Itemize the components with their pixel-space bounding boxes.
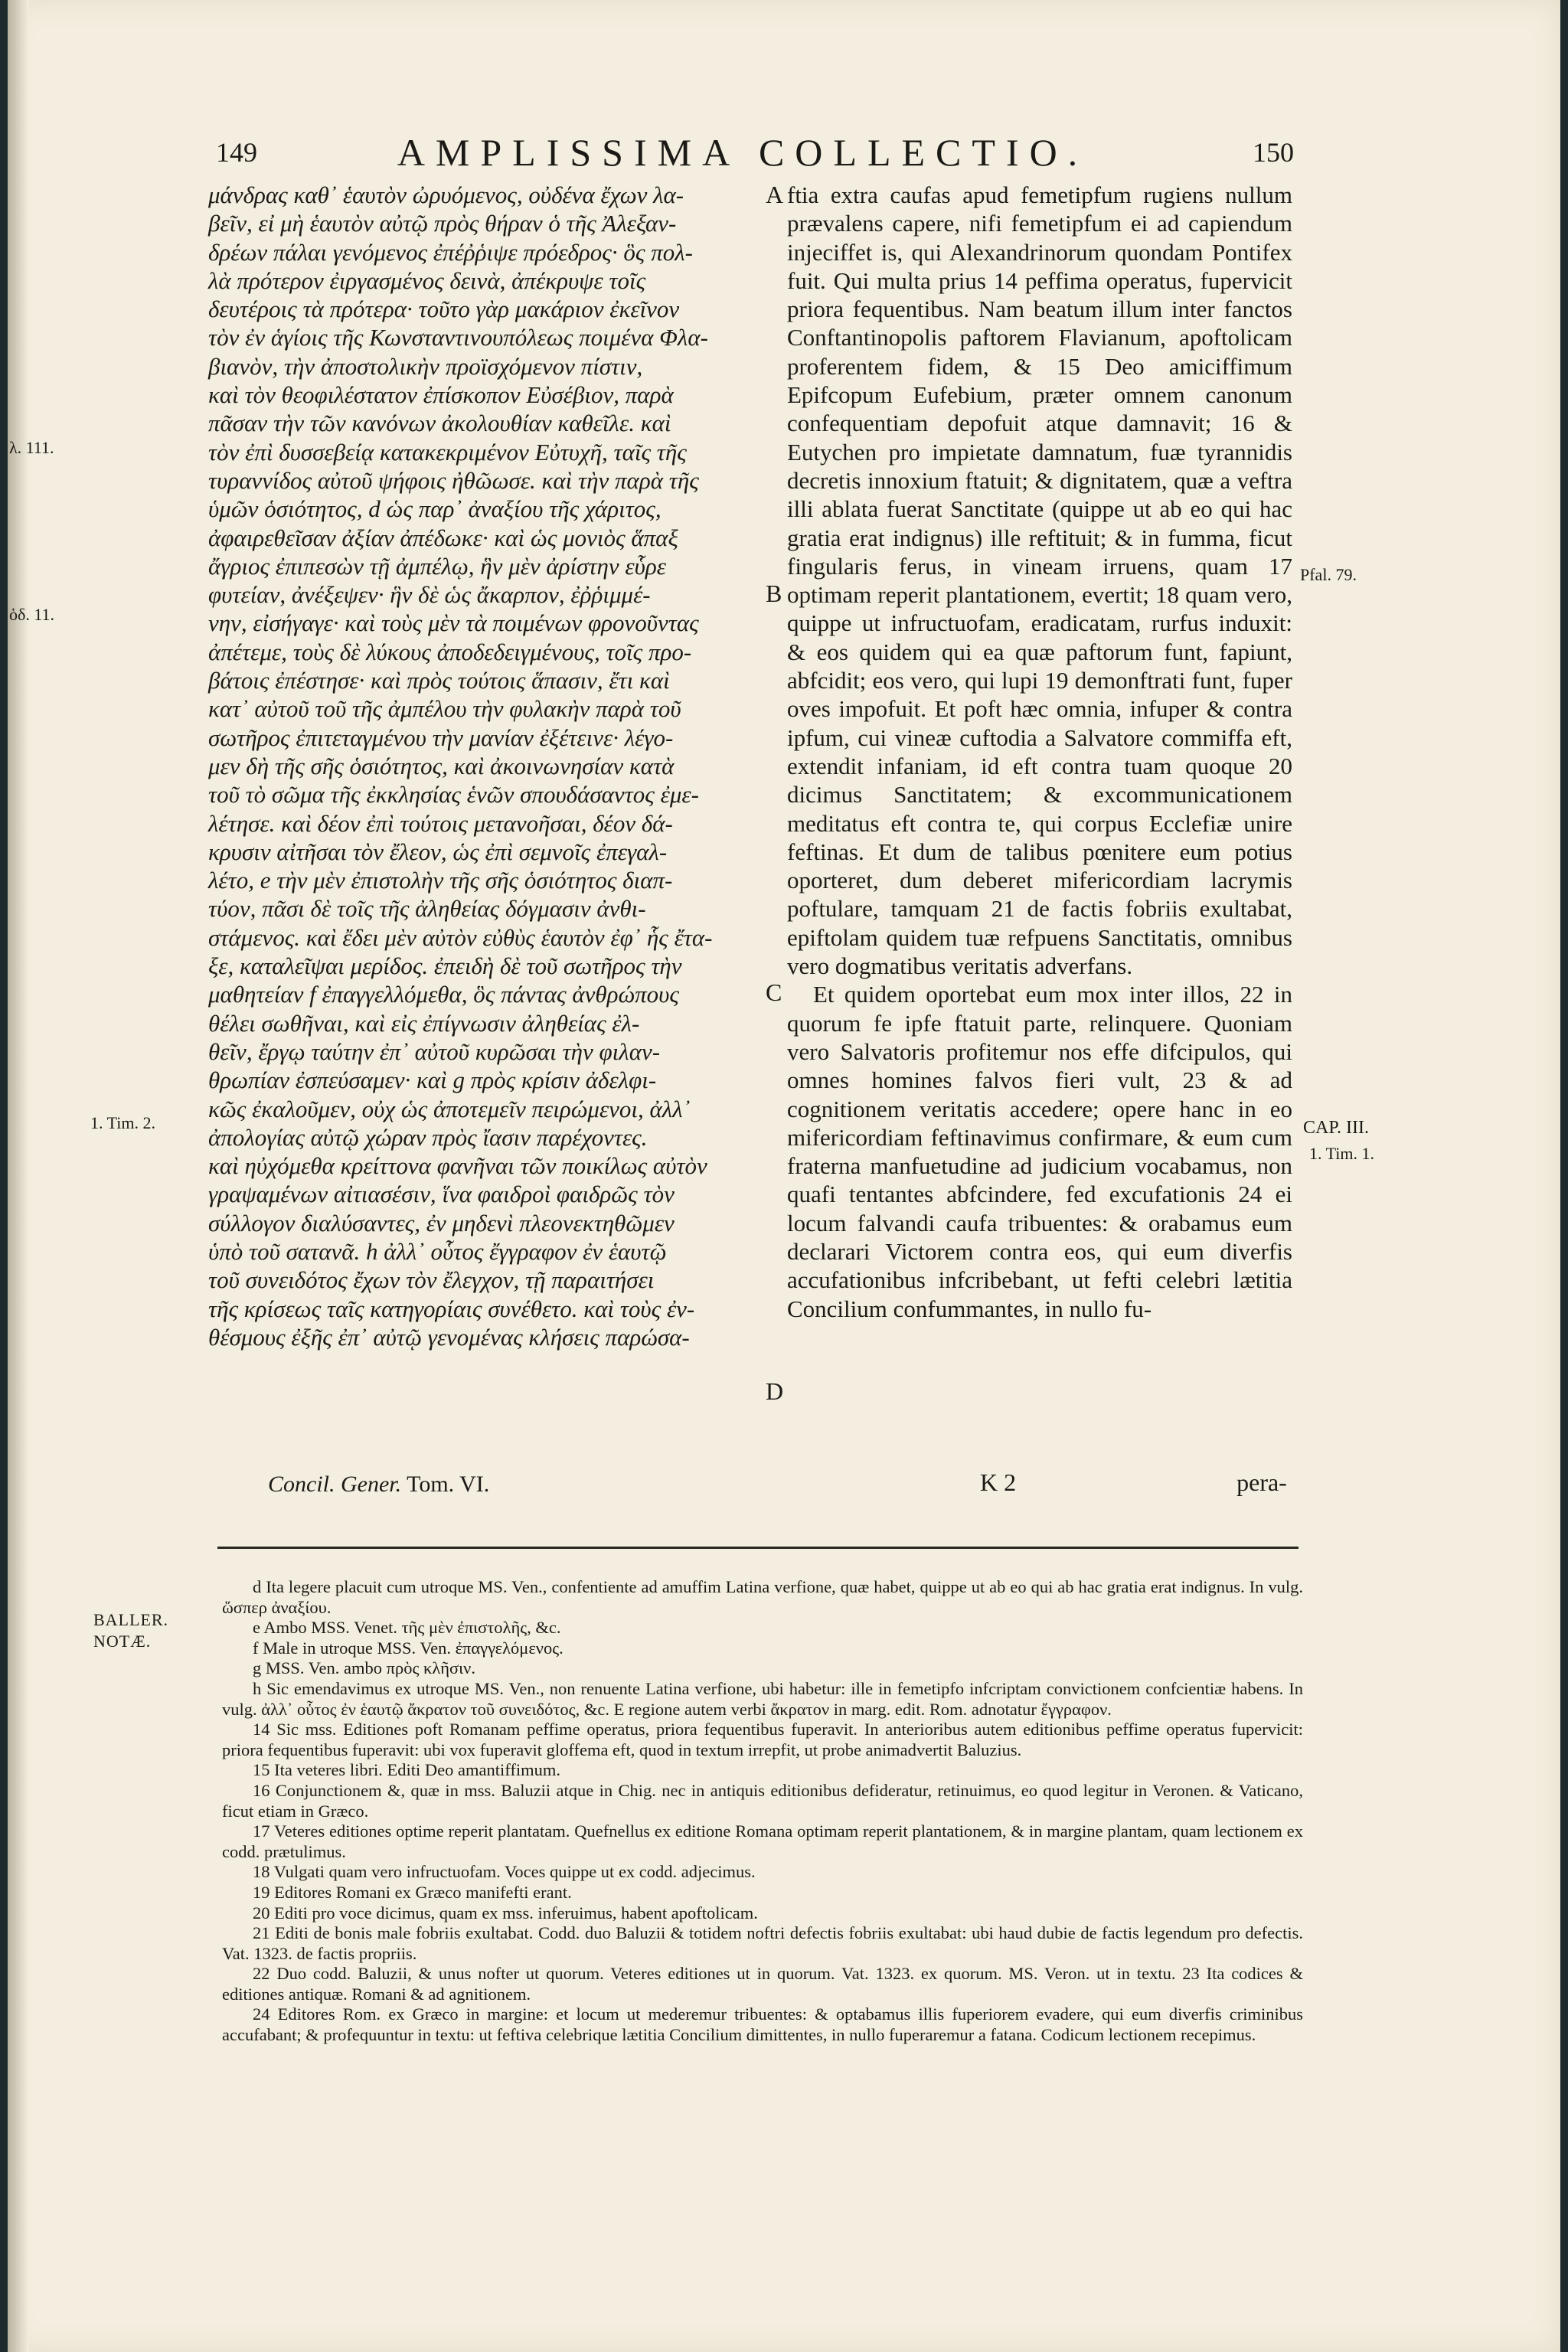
footnote: 16 Conjunctionem &, quæ in mss. Baluzii atque in Chig. nec in antiquis editionibus defideratur, retinuimus, eo quod legitur in Veronen. & Vaticano, ficut etiam in Græco. [222,1780,1303,1821]
greek-line: μάνδρας καθ᾿ ἑαυτὸν ὠρυόμενος, οὐδένα ἔχων λα- [208,181,684,208]
page-header [207,130,1294,176]
page-footer-right [980,1468,1287,1497]
footnote: h Sic emendavimus ex utroque MS. Ven., non renuente Latina verfione, ubi habetur: ille in femetipfo infcriptam convictionem confcientiæ habens. In vulg. ἀλλ᾿ οὗτος ἐν ἑαυτῷ ἄκρατον τοῦ συνειδότος, &c. E regione autem verbi ἄκρατον in marg. edit. Rom. adnotatur ἔγγραφον. [222,1678,1303,1719]
greek-line: γραψαμένων αἰτιασέσιν, ἵνα φαιδροὶ φαιδρῶς τὸν [208,1181,675,1208]
signature-mark: K 2 [980,1468,1017,1496]
margin-note-right: 1. Tim. 1. [1309,1144,1374,1163]
notes-divider [217,1547,1298,1549]
section-letter-c: C [766,978,782,1006]
greek-line: τοῦ τὸ σῶμα τῆς ἐκκλησίας ἑνῶν σπουδάσαντος ἐμε- [208,781,699,808]
footnote: f Male in utroque MSS. Ven. ἐπαγγελόμενος. [253,1638,564,1658]
greek-line: λέτησε. καὶ δέον ἐπὶ τούτοις μετανοῆσαι, δέον δά- [208,809,673,837]
greek-line: σύλλογον διαλύσαντες, ἐν μηδενὶ πλεονεκτηθῶμεν [208,1209,675,1236]
footnote: g MSS. Ven. ambo πρὸς κλῆσιν. [253,1658,475,1678]
footnote: d Ita legere placuit cum utroque MS. Ven., confentiente ad amuffim Latina verfione, quæ habet, quippe ut ab eo qui ab hac gratia erat indignus. In vulg. ὥσπερ ἀναξίου. [222,1577,1303,1617]
greek-line: θρωπίαν ἐσπεύσαμεν· καὶ g πρὸς κρίσιν ἀδελφι- [208,1067,657,1094]
running-title: AMPLISSIMA COLLECTIO. [397,131,1089,174]
page-number-left: 149 [216,137,257,168]
footnote: 17 Veteres editiones optime reperit plantatam. Quefnellus ex editione Romana optimam reperit plantationem, & in margine plantam, quam lectionem ex codd. prætulimus. [222,1821,1303,1861]
greek-line: ὑμῶν ὁσιότητος, d ὡς παρ᾿ ἀναξίου τῆς χάριτος, [208,495,662,523]
greek-line: κατ᾿ αὐτοῦ τοῦ τῆς ἀμπέλου τὴν φυλακὴν παρὰ τοῦ [208,695,681,723]
greek-line: φυτείαν, ἀνέξεψεν· ἣν δὲ ὡς ἄκαρπον, ἐῤῥιμμέ- [208,581,651,609]
latin-paragraph: ftia extra caufas apud femetipfum rugiens nullum prævalens capere, nifi femetipfum ei ad capiendum injeciffet is, qui Alexandrinorum quondam Pontifex fuit. Qui multa prius 14 peffima operatus, fupervicit priora fequentibus. Nam beatum illum inter fanctos Conftantinopolis paftorem Flavianum, apoftolicam proferentem fidem, & 15 Deo amiciffimum Epifcopum Eufebium, præter omnem canonum confequentiam depofuit atque damnavit; 16 & Eutychen pro impietate damnatum, fuæ tyrannidis decretis innoxium ftatuit; & dignitatem, quæ a veftra illi ablata fuerat Sanctitate (quippe ut ab eo qui hac gratia erat indignus) ille reftituit; & in fumma, ficut fingularis ferus, in vineam irruens, quam 17 optimam reperit plantationem, evertit; 18 quam vero, quippe ut infructuofam, eradicatam, rurfus induxit: & eos quidem qui ea quæ paftorum funt, fapiunt, abfcidit; eos vero, qui lupi 19 demonftrati funt, fuper oves impofuit. Et poft hæc omnia, infuper & contra ipfum, cui vineæ cuftodia a Salvatore commiffa eft, extendit infaniam, id eft contra tuam quoque 20 dicimus Sanctitatem; & excommunicationem meditatus eft contra te, qui corpus Ecclefiæ unire feftinas. Et dum de talibus pœnitere eum potius oporteret, dum deberet mifericordiam lacrymis poftulare, tamquam 21 de factis fobriis exultabat, epiftolam quidem tuæ refpuens Sanctitatis, omnibus vero dogmatibus veritatis adverfans. [787,181,1292,980]
notes-label-line: NOTÆ. [93,1632,152,1651]
greek-line: λέτο, e τὴν μὲν ἐπιστολὴν τῆς σῆς ὁσιότητος διαπ- [208,867,673,894]
margin-note-left: ὁδ. 11. [9,605,55,624]
footnote: 20 Editi pro voce dicimus, quam ex mss. inferuimus, habent apoftolicam. [253,1903,758,1922]
greek-line: ξε, καταλεῖψαι μερίδος. ἐπειδὴ δὲ τοῦ σωτῆρος τὴν [208,952,682,980]
margin-note-left: λ. 111. [9,438,54,457]
page-number-right: 150 [1253,137,1294,168]
notes-label-line: BALLER. [93,1610,169,1629]
greek-line: δευτέροις τὰ πρότερα· τοῦτο γὰρ μακάριον ἐκεῖνον [208,296,680,323]
footnote: 18 Vulgati quam vero infructuofam. Voces quippe ut ex codd. adjecimus. [253,1862,756,1882]
greek-line: τὸν ἐπὶ δυσσεβείᾳ κατακεκριμένον Εὐτυχῆ, ταῖς τῆς [208,438,687,466]
volume-label: Tom. VI. [407,1472,490,1497]
greek-line: ὑπὸ τοῦ σατανᾶ. h ἀλλ᾿ οὗτος ἔγγραφον ἐν ἑαυτῷ [208,1237,667,1265]
greek-text-column [208,181,764,1351]
greek-line: μαθητείαν f ἐπαγγελλόμεθα, ὃς πάντας ἀνθρώπους [208,981,679,1008]
footnote: 21 Editi de bonis male fobriis exultabat. Codd. duo Baluzii & totidem noftri defectis fobriis exultabat: ubi haud dubie de factis legendum pro defectis. Vat. 1323. de factis propriis. [222,1923,1303,1963]
greek-line: ἀφαιρεθεῖσαν ἀξίαν ἀπέδωκε· καὶ ὡς μονιὸς ἅπαξ [208,524,678,551]
greek-line: τύον, πᾶσι δὲ τοῖς τῆς ἀληθείας δόγμασιν ἀνθι- [208,895,646,923]
greek-line: θεῖν, ἔργῳ ταύτην ἐπ᾿ αὐτοῦ κυρῶσαι τὴν φιλαν- [208,1037,661,1065]
greek-line: τὸν ἐν ἁγίοις τῆς Κωνσταντινουπόλεως ποιμένα Φλα- [208,324,708,351]
greek-line: κῶς ἐκαλοῦμεν, οὐχ ὡς ἀποτεμεῖν πειρώμενοι, ἀλλ᾿ [208,1095,691,1122]
footnote: e Ambo MSS. Venet. τῆς μὲν ἐπιστολῆς, &c. [253,1618,561,1638]
section-letter-a: A [766,181,784,208]
source-citation [268,1472,489,1498]
footnote: 22 Duo codd. Baluzii, & unus nofter ut quorum. Veteres editiones ut in quorum. Vat. 1323. ex quorum. MS. Veron. ut in textu. 23 Ita codices & editiones antiquæ. Romani & ad agnitionem. [222,1964,1303,2004]
notes-label [93,1609,168,1652]
section-letter-b: B [766,580,782,607]
greek-line: τυραννίδος αὐτοῦ ψήφοις ἠθῶωσε. καὶ τὴν παρὰ τῆς [208,466,699,494]
greek-line: καὶ ηὐχόμεθα κρείττονα φανῆναι τῶν ποικίλως αὐτὸν [208,1152,707,1180]
greek-line: τῆς κρίσεως ταῖς κατηγορίαις συνέθετο. καὶ τοὺς ἐν- [208,1295,695,1322]
greek-line: βάτοις ἐπέστησε· καὶ πρὸς τούτοις ἅπασιν, ἔτι καὶ [208,667,670,694]
greek-line: μεν δὴ τῆς σῆς ὁσιότητος, καὶ ἀκοινωνησίαν κατὰ [208,752,675,779]
footnote: 19 Editores Romani ex Græco manifefti erant. [253,1882,572,1902]
greek-line: ἀπέτεμε, τοὺς δὲ λύκους ἀποδεδειγμένους, τοῖς προ- [208,638,692,665]
greek-line: θέλει σωθῆναι, καὶ εἰς ἐπίγνωσιν ἀληθείας ἐλ- [208,1009,640,1037]
latin-text-column [787,181,1292,1323]
catchword: pera- [1236,1468,1287,1496]
greek-line: θέσμους ἐξῆς ἐπ᾿ αὐτῷ γενομένας κλήσεις παρώσα- [208,1323,690,1351]
greek-line: σωτῆρος ἐπιτεταγμένου τὴν μανίαν ἐξέτεινε· λέγο- [208,724,674,751]
footnotes [222,1577,1303,2046]
greek-line: πᾶσαν τὴν τῶν κανόνων ἀκολουθίαν καθεῖλε. καὶ [208,410,671,437]
section-letter-d: D [766,1377,784,1405]
footnote: 14 Sic mss. Editiones poft Romanam peffime operatus, priora fequentibus fuperavit. In anterioribus autem editionibus peffime operatus fupervicit: priora fequentibus fuperavit: ubi vox fuperavit gloffema eft, quod in textum irrepfit, ut probe animadvertit Baluzius. [222,1720,1303,1759]
greek-line: καὶ τὸν θεοφιλέστατον ἐπίσκοπον Εὐσέβιον, παρὰ [208,381,674,409]
source-title: Concil. Gener. [268,1472,402,1497]
footnote: 15 Ita veteres libri. Editi Deo amantiffimum. [253,1760,560,1780]
greek-line: δρέων πάλαι γενόμενος ἐπέῤῥιψε πρόεδρος· ὃς πολ- [208,238,693,266]
latin-paragraph: Et quidem oportebat eum mox inter illos, 22 in quorum fe ipfe ftatuit parte, relinquere. Quoniam vero Salvatoris profitemur nos effe difcipulos, qui omnes homines falvos fieri vult, 23 & ad cognitionem veritatis accedere; opere hanc in eo mifericordiam feftinavimus confirmare, & eum cum fraterna manfuetudine ad judicium vocabamus, non quafi tentantes abfcindere, fed excufationis 24 ei locum falvandi caufa tribuentes: & orabamus eum declarari Victorem contra eos, qui eum diverfis accufationibus infcribebant, ut fefti celebri lætitia Concilium confummantes, in nullo fu- [787,981,1292,1322]
greek-line: τοῦ συνειδότος ἔχων τὸν ἔλεγχον, τῇ παραιτήσει [208,1266,655,1294]
greek-line: νην, εἰσήγαγε· καὶ τοὺς μὲν τὰ ποιμένων φρονοῦντας [208,609,699,637]
greek-line: κρυσιν αἰτῆσαι τὸν ἔλεον, ὡς ἐπὶ σεμνοῖς ἐπεγαλ- [208,838,668,865]
greek-line: βεῖν, εἰ μὴ ἑαυτὸν αὐτῷ πρὸς θήραν ὁ τῆς Ἀλεξαν- [208,210,677,237]
greek-line: ἄγριος ἐπιπεσὼν τῇ ἀμπέλῳ, ἣν μὲν ἀρίστην εὗρε [208,552,666,580]
greek-line: βιανὸν, τὴν ἀποστολικὴν προϊσχόμενον πίστιν, [208,352,643,380]
greek-line: στάμενος. καὶ ἔδει μὲν αὐτὸν εὐθὺς ἑαυτὸν ἐφ᾿ ἧς ἔτα- [208,923,713,951]
gutter-shadow [8,0,29,2352]
book-page [8,0,1560,2352]
margin-note-right: Pfal. 79. [1300,565,1357,584]
margin-note-left: 1. Tim. 2. [90,1113,155,1132]
greek-line: ἀπολογίας αὐτῷ χώραν πρὸς ἴασιν παρέχοντες. [208,1123,648,1151]
greek-line: λὰ πρότερον ἐιργασμένος δεινὰ, ἀπέκρυψε τοῖς [208,266,646,294]
footnote: 24 Editores Rom. ex Græco in margine: et locum ut mederemur tribuentes: & optabamus illis fuperiorem evadere, qui eum diverfis criminibus accufabant; & profequuntur in textu: ut feftiva celebrique lætitia Concilium dimittentes, in nullo fuperaremur a fatana. Codicum lectionem recepimus. [222,2004,1303,2045]
margin-note-chapter: CAP. III. [1303,1118,1370,1138]
